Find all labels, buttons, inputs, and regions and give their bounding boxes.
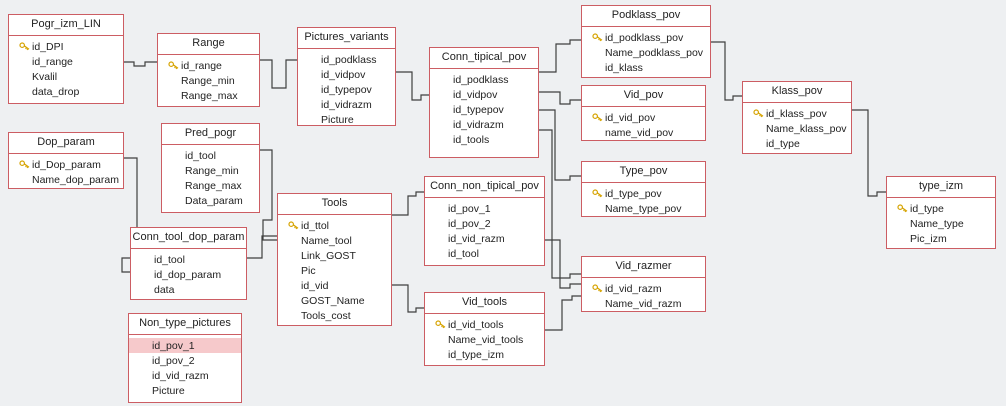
field-list <box>582 107 705 144</box>
table-box[interactable] <box>581 256 706 312</box>
field-list <box>887 198 995 250</box>
field-label: Tools_cost <box>301 309 351 322</box>
field-label: id_tool <box>448 247 479 260</box>
table-row[interactable] <box>278 293 391 308</box>
table-box[interactable] <box>157 33 260 107</box>
field-list <box>430 69 538 151</box>
field-label: Pic <box>301 264 316 277</box>
field-label: Name_type_pov <box>605 202 682 215</box>
field-label: id_podklass <box>453 73 509 86</box>
table-box[interactable] <box>742 81 852 154</box>
field-label: id_typepov <box>453 103 504 116</box>
table-row[interactable] <box>887 216 995 231</box>
field-label: data_drop <box>32 85 80 98</box>
field-label: id_range <box>32 55 73 68</box>
table-row[interactable] <box>425 246 544 261</box>
table-row[interactable] <box>425 216 544 231</box>
field-label: id_ttol <box>301 219 330 232</box>
table-box[interactable] <box>581 5 711 78</box>
key-icon <box>19 41 30 52</box>
field-list <box>9 36 123 103</box>
relationship-line <box>545 240 581 288</box>
relationship-line <box>396 72 429 100</box>
table-box[interactable] <box>297 27 396 126</box>
field-label: name_vid_pov <box>605 126 674 139</box>
field-label: Name_vid_tools <box>448 333 524 346</box>
table-row[interactable] <box>278 278 391 293</box>
table-row[interactable] <box>425 201 544 216</box>
table-row[interactable] <box>158 88 259 103</box>
table-row[interactable] <box>743 136 851 151</box>
field-label: id_type_izm <box>448 348 505 361</box>
field-label: id_vid_tools <box>448 318 504 331</box>
relationship-line <box>539 110 581 180</box>
table-row[interactable] <box>743 106 851 121</box>
table-title: Klass_pov <box>743 82 851 103</box>
field-label: id_type <box>766 137 800 150</box>
field-label: id_podklass <box>321 53 377 66</box>
table-box[interactable] <box>581 161 706 217</box>
field-label: Name_type <box>910 217 964 230</box>
table-row[interactable] <box>582 110 705 125</box>
relationship-line <box>539 92 581 104</box>
table-box[interactable] <box>8 132 124 189</box>
field-label: Picture <box>321 113 354 126</box>
field-label: Kvalil <box>32 70 58 83</box>
table-row[interactable] <box>298 112 395 127</box>
relationship-line <box>545 296 581 330</box>
field-label: Range_min <box>181 74 235 87</box>
table-box[interactable] <box>886 176 996 249</box>
table-row[interactable] <box>298 67 395 82</box>
field-label: id_vidpov <box>453 88 498 101</box>
table-row[interactable] <box>430 102 538 117</box>
relationship-line <box>392 285 424 312</box>
field-label: id_tool <box>185 149 216 162</box>
field-list <box>582 183 705 220</box>
table-row[interactable] <box>582 201 705 216</box>
field-label: Link_GOST <box>301 249 356 262</box>
field-label: id_vid_razm <box>448 232 505 245</box>
table-row[interactable] <box>162 178 259 193</box>
field-label: id_pov_2 <box>448 217 491 230</box>
table-row[interactable] <box>582 296 705 311</box>
field-label: Range_min <box>185 164 239 177</box>
table-row[interactable] <box>162 193 259 208</box>
table-row[interactable] <box>887 231 995 246</box>
table-row[interactable] <box>278 233 391 248</box>
key-icon <box>168 60 179 71</box>
table-title: Vid_pov <box>582 86 705 107</box>
relationship-line <box>124 62 157 66</box>
table-row[interactable] <box>9 157 123 172</box>
table-row[interactable] <box>425 317 544 332</box>
table-title: Type_pov <box>582 162 705 183</box>
key-icon <box>753 108 764 119</box>
table-row[interactable] <box>129 353 241 368</box>
field-label: id_vidrazm <box>321 98 372 111</box>
table-row[interactable] <box>582 281 705 296</box>
table-row[interactable] <box>278 308 391 323</box>
table-box[interactable] <box>161 123 260 213</box>
key-icon <box>592 283 603 294</box>
field-label: id_type_pov <box>605 187 662 200</box>
field-label: Pic_izm <box>910 232 947 245</box>
table-row[interactable] <box>131 282 246 297</box>
table-title: Pictures_variants <box>298 28 395 49</box>
table-title: Tools <box>278 194 391 215</box>
table-title: Pogr_izm_LIN <box>9 15 123 36</box>
field-label: id_vid_razm <box>605 282 662 295</box>
table-row[interactable] <box>278 218 391 233</box>
relationship-line <box>247 236 277 258</box>
field-label: id_vid_pov <box>605 111 656 124</box>
field-list <box>278 215 391 327</box>
key-icon <box>288 220 299 231</box>
field-label: id_vidpov <box>321 68 366 81</box>
field-label: id_klass <box>605 61 643 74</box>
table-row[interactable] <box>9 39 123 54</box>
field-label: id_podklass_pov <box>605 31 684 44</box>
table-row[interactable] <box>9 84 123 99</box>
field-label: id_tool <box>154 253 185 266</box>
table-title: Conn_non_tipical_pov <box>425 177 544 198</box>
field-label: data <box>154 283 175 296</box>
table-row[interactable] <box>158 58 259 73</box>
table-row[interactable] <box>9 54 123 69</box>
field-label: Name_klass_pov <box>766 122 847 135</box>
table-title: Conn_tipical_pov <box>430 48 538 69</box>
table-row[interactable] <box>582 60 710 75</box>
table-row[interactable] <box>430 132 538 147</box>
table-row[interactable] <box>298 97 395 112</box>
table-row[interactable] <box>9 69 123 84</box>
table-title: Non_type_pictures <box>129 314 241 335</box>
table-title: Dop_param <box>9 133 123 154</box>
field-label: id_pov_2 <box>152 354 195 367</box>
field-list <box>129 335 241 402</box>
table-row[interactable] <box>129 338 241 353</box>
table-box[interactable] <box>277 193 392 326</box>
relationship-line <box>260 60 297 88</box>
field-list <box>425 314 544 366</box>
table-title: Podklass_pov <box>582 6 710 27</box>
field-label: id_range <box>181 59 222 72</box>
key-icon <box>19 159 30 170</box>
field-label: id_tools <box>453 133 490 146</box>
field-list <box>425 198 544 265</box>
table-row[interactable] <box>278 248 391 263</box>
table-row[interactable] <box>430 72 538 87</box>
relationship-line <box>392 192 424 215</box>
table-box[interactable] <box>429 47 539 158</box>
field-label: id_pov_1 <box>448 202 491 215</box>
table-box[interactable] <box>581 85 706 141</box>
field-label: Name_vid_razm <box>605 297 682 310</box>
field-label: Name_dop_param <box>32 173 119 186</box>
table-title: Pred_pogr <box>162 124 259 145</box>
table-row[interactable] <box>162 163 259 178</box>
field-label: id_DPI <box>32 40 64 53</box>
field-label: Range_max <box>185 179 242 192</box>
table-row[interactable] <box>131 252 246 267</box>
table-title: Vid_tools <box>425 293 544 314</box>
field-list <box>743 103 851 155</box>
relationship-line <box>711 42 742 100</box>
field-label: id_vid <box>301 279 329 292</box>
relationship-line <box>852 110 886 196</box>
key-icon <box>592 32 603 43</box>
field-label: Picture <box>152 384 185 397</box>
table-row[interactable] <box>131 267 246 282</box>
relationship-line <box>260 150 277 240</box>
table-row[interactable] <box>162 148 259 163</box>
table-row[interactable] <box>278 263 391 278</box>
table-row[interactable] <box>887 201 995 216</box>
field-label: id_Dop_param <box>32 158 101 171</box>
field-label: Name_tool <box>301 234 352 247</box>
table-row[interactable] <box>743 121 851 136</box>
field-list <box>131 249 246 301</box>
field-label: id_vidrazm <box>453 118 504 131</box>
relationship-line <box>539 40 581 72</box>
table-box[interactable] <box>424 176 545 266</box>
table-row[interactable] <box>582 125 705 140</box>
field-label: Range_max <box>181 89 238 102</box>
table-row[interactable] <box>129 368 241 383</box>
table-row[interactable] <box>430 87 538 102</box>
key-icon <box>435 319 446 330</box>
table-box[interactable] <box>8 14 124 104</box>
field-list <box>162 145 259 212</box>
table-row[interactable] <box>430 117 538 132</box>
table-title: type_izm <box>887 177 995 198</box>
table-box[interactable] <box>424 292 545 366</box>
table-row[interactable] <box>298 82 395 97</box>
table-title: Range <box>158 34 259 55</box>
table-row[interactable] <box>425 347 544 362</box>
field-label: id_klass_pov <box>766 107 827 120</box>
field-list <box>582 27 710 79</box>
field-label: id_dop_param <box>154 268 222 281</box>
relationship-line <box>539 130 581 278</box>
field-label: id_pov_1 <box>152 339 195 352</box>
table-box[interactable] <box>130 227 247 300</box>
field-label: id_typepov <box>321 83 372 96</box>
table-box[interactable] <box>128 313 242 403</box>
table-row[interactable] <box>582 30 710 45</box>
table-row[interactable] <box>9 172 123 187</box>
field-label: Name_podklass_pov <box>605 46 704 59</box>
field-label: id_vid_razm <box>152 369 209 382</box>
table-row[interactable] <box>582 45 710 60</box>
table-title: Vid_razmer <box>582 257 705 278</box>
field-label: Data_param <box>185 194 243 207</box>
key-icon <box>897 203 908 214</box>
table-row[interactable] <box>129 383 241 398</box>
key-icon <box>592 112 603 123</box>
table-row[interactable] <box>158 73 259 88</box>
field-label: id_type <box>910 202 944 215</box>
field-list <box>158 55 259 107</box>
table-title: Conn_tool_dop_param <box>131 228 246 249</box>
table-row[interactable] <box>425 332 544 347</box>
key-icon <box>592 188 603 199</box>
field-list <box>9 154 123 191</box>
field-label: GOST_Name <box>301 294 365 307</box>
field-list <box>582 278 705 315</box>
table-row[interactable] <box>582 186 705 201</box>
table-row[interactable] <box>298 52 395 67</box>
field-list <box>298 49 395 131</box>
table-row[interactable] <box>425 231 544 246</box>
